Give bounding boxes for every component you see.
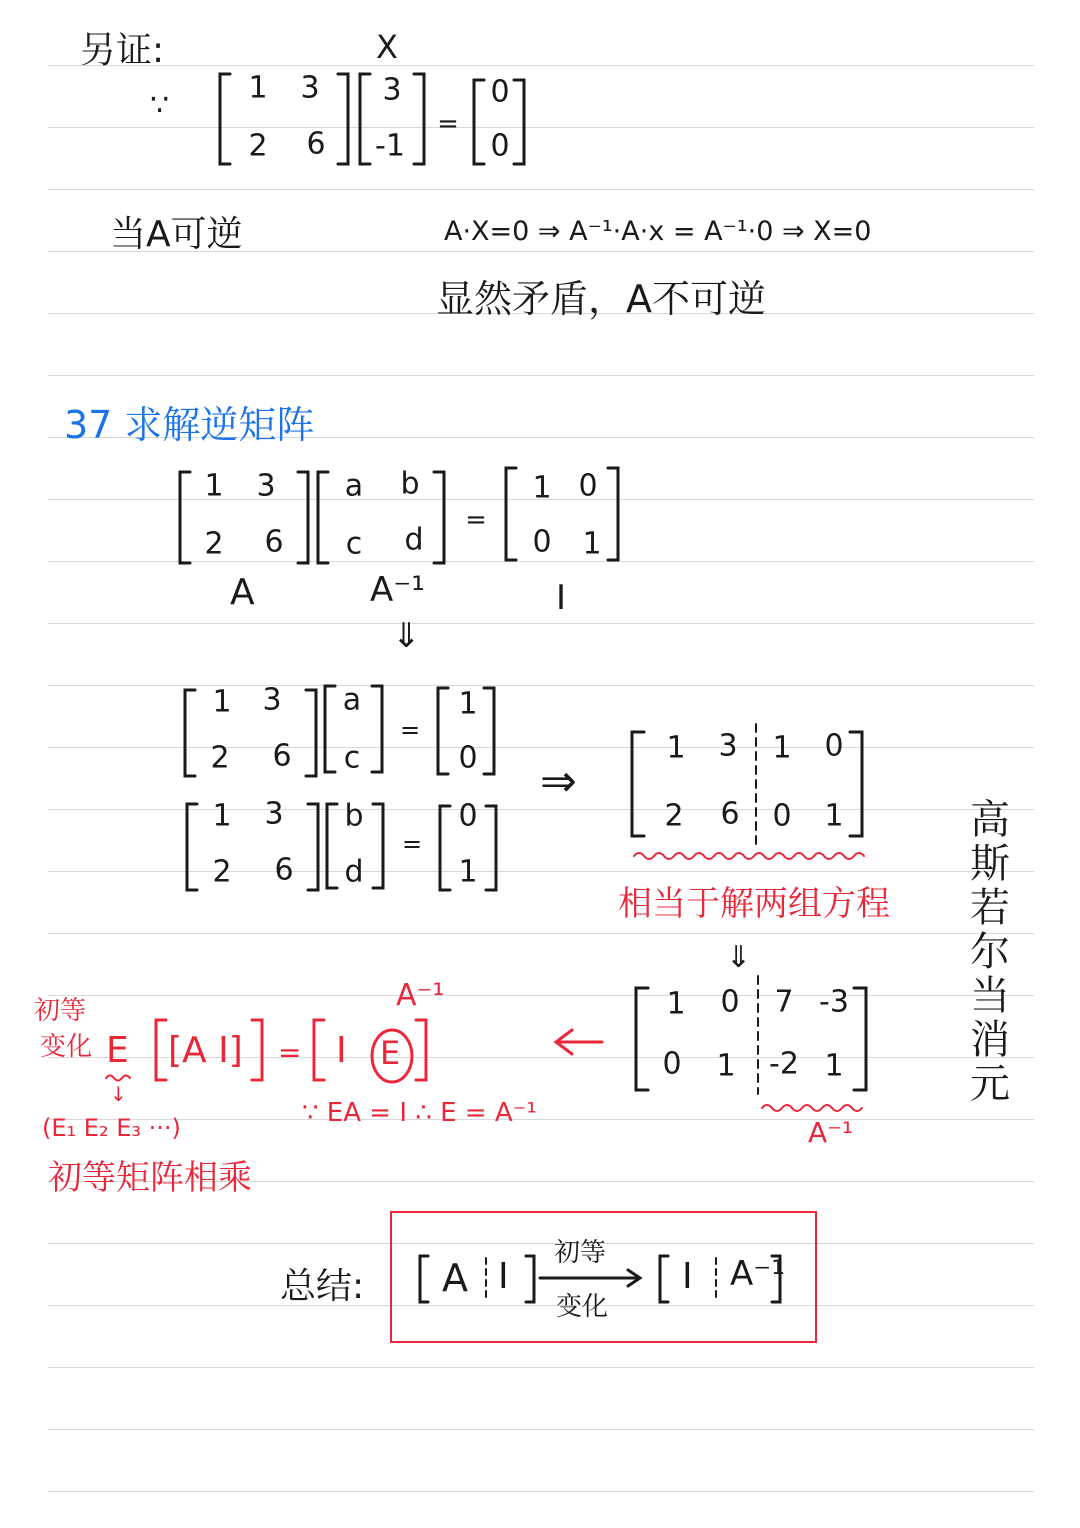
summary-arrow-top: 初等 [554, 1238, 607, 1268]
small-down-arrow: ↓ [110, 1082, 127, 1106]
proof-heading: 另证: [80, 30, 165, 71]
label-I: I [556, 578, 567, 618]
augmented-note: 相当于解两组方程 [618, 884, 890, 924]
matrix-cell: d [344, 854, 364, 890]
matrix-cell: 3 [382, 72, 402, 108]
matrix-cell: 0 [490, 128, 510, 164]
elementary-reason: ∵ EA = I ∴ E = A⁻¹ [302, 1098, 537, 1128]
equals-sign: = [437, 109, 459, 139]
because-symbol: ∵ [150, 88, 170, 123]
matrix-cell: 3 [262, 682, 282, 718]
matrix-cell: -2 [769, 1046, 799, 1082]
gauss-jordan-note: 高斯若尔当消元 [970, 797, 1010, 1107]
matrix-cell: 2 [210, 740, 230, 776]
matrix-cell: a [342, 682, 362, 718]
matrix-cell: 1 [532, 470, 552, 506]
matrix-cell: 1 [824, 798, 844, 834]
elementary-lhs: [A I] [168, 1030, 243, 1071]
matrix-cell: 1 [212, 684, 232, 720]
matrix-cell: c [343, 740, 361, 776]
matrix-cell: a [344, 468, 364, 504]
matrix-cell: b [400, 466, 420, 502]
matrix-cell: 0 [490, 74, 510, 110]
elementary-rhs-I: I [336, 1030, 347, 1071]
matrix-cell: 6 [272, 738, 292, 774]
reduced-label: A⁻¹ [808, 1116, 854, 1149]
summary-left-I: I [498, 1256, 509, 1297]
summary-arrow-bottom: 变化 [556, 1292, 609, 1322]
x-label: X [376, 28, 398, 66]
matrix-cell: 0 [720, 984, 740, 1020]
matrix-cell: 3 [256, 468, 276, 504]
assume-label: 当A可逆 [110, 214, 243, 255]
matrix-cell: 6 [720, 796, 740, 832]
elementary-note-line1: 初等 [34, 996, 87, 1026]
elementary-sequence: (E₁ E₂ E₃ ···) [42, 1114, 181, 1142]
summary-label: 总结: [280, 1266, 365, 1307]
matrix-cell: 0 [662, 1046, 682, 1082]
matrix-cell: 0 [824, 728, 844, 764]
matrix-cell: c [345, 526, 363, 562]
matrix-cell: 2 [664, 798, 684, 834]
summary-right-Ainv: A⁻¹ [730, 1254, 785, 1294]
equals-sign: = [465, 505, 487, 535]
matrix-cell: -1 [375, 128, 405, 164]
elementary-rhs-E: E [380, 1034, 401, 1072]
label-A: A [230, 572, 255, 613]
matrix-cell: 1 [582, 526, 602, 562]
matrix-cell: 1 [458, 686, 478, 722]
elementary-note-line2: 变化 [40, 1032, 93, 1062]
matrix-cell: b [344, 798, 364, 834]
elementary-Ainv-label: A⁻¹ [396, 978, 445, 1013]
matrix-cell: 1 [458, 854, 478, 890]
matrix-cell: 1 [666, 986, 686, 1022]
summary-left-A: A [442, 1256, 468, 1300]
matrix-cell: 1 [824, 1048, 844, 1084]
matrix-cell: d [404, 522, 424, 558]
matrix-cell: 1 [204, 468, 224, 504]
matrix-cell: 7 [774, 984, 794, 1020]
matrix-cell: -3 [819, 984, 849, 1020]
matrix-cell: 0 [532, 524, 552, 560]
matrix-cell: 2 [212, 854, 232, 890]
matrix-cell: 3 [264, 796, 284, 832]
matrix-cell: 0 [458, 740, 478, 776]
matrix-cell: 2 [204, 526, 224, 562]
matrix-cell: 6 [264, 524, 284, 560]
equals-sign: = [278, 1036, 302, 1069]
matrix-cell: 3 [718, 728, 738, 764]
equals-sign: = [401, 830, 423, 858]
equals-sign: = [399, 716, 421, 744]
derivation: A·X=0 ⇒ A⁻¹·A·x = A⁻¹·0 ⇒ X=0 [444, 216, 872, 247]
matrix-cell: 1 [772, 730, 792, 766]
down-arrow: ⇓ [726, 940, 752, 975]
matrix-cell: 1 [248, 70, 268, 106]
matrix-cell: 6 [274, 852, 294, 888]
label-A-inverse: A⁻¹ [370, 570, 425, 610]
summary-right-I: I [682, 1256, 693, 1297]
matrix-cell: 6 [306, 126, 326, 162]
matrix-cell: 3 [300, 70, 320, 106]
matrix-cell: 1 [716, 1048, 736, 1084]
elementary-product-note: 初等矩阵相乘 [48, 1158, 252, 1198]
matrix-cell: 1 [212, 798, 232, 834]
conclusion: 显然矛盾，A不可逆 [436, 277, 766, 321]
elementary-E: E [106, 1030, 129, 1071]
matrix-cell: 0 [772, 798, 792, 834]
down-arrow: ⇓ [392, 616, 421, 656]
implies-arrow: ⇒ [540, 756, 577, 807]
section-title: 37 求解逆矩阵 [64, 403, 315, 447]
matrix-cell: 0 [458, 798, 478, 834]
matrix-cell: 2 [248, 128, 268, 164]
matrix-cell: 0 [578, 468, 598, 504]
matrix-cell: 1 [666, 730, 686, 766]
